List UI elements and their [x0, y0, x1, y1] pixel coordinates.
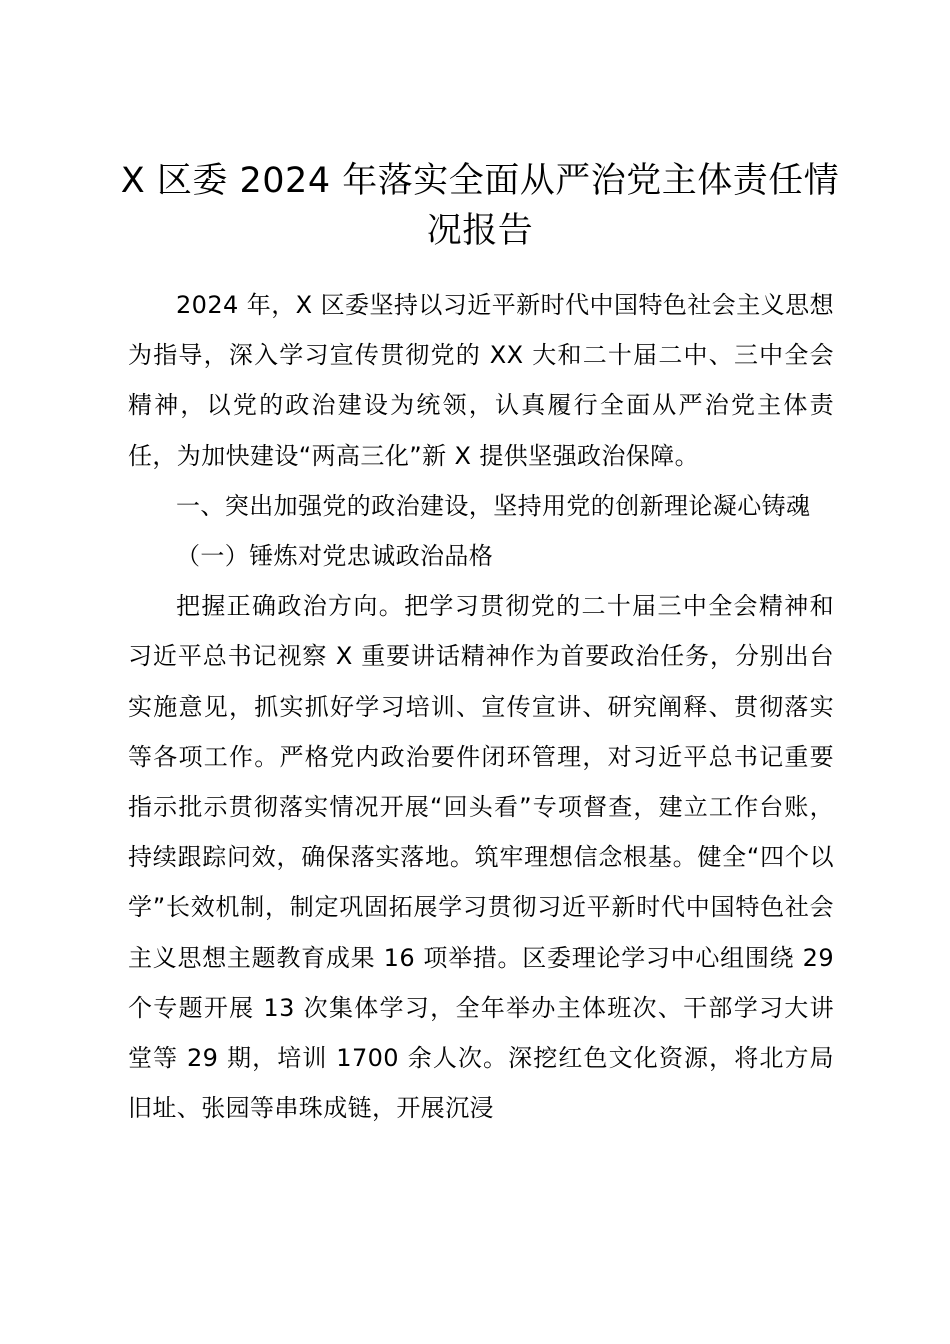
subsection-heading: （一）锤炼对党忠诚政治品格: [176, 542, 494, 571]
document-title: X 区委 2024 年落实全面从严治党主体责任情况报告: [120, 161, 840, 251]
document-body: [128, 280, 834, 1133]
intro-paragraph: 2024 年，X 区委坚持以习近平新时代中国特色社会主义思想为指导，深入学习宣传贯彻党的 XX 大和二十届二中、三中全会精神，以党的政治建设为统领，认真履行全面从严治党主体责任，为加快建设“两高三化”新 X 提供坚强政治保障。: [128, 291, 834, 470]
section-heading: 一、突出加强党的政治建设，坚持用党的创新理论凝心铸魂: [176, 491, 811, 520]
body-paragraph: 把握正确政治方向。把学习贯彻党的二十届三中全会精神和习近平总书记视察 X 重要讲话精神作为首要政治任务，分别出台实施意见，抓实抓好学习培训、宣传宣讲、研究阐释、贯彻落实等各项工作。严格党内政治要件闭环管理，对习近平总书记重要指示批示贯彻落实情况开展“回头看”专项督查，建立工作台账，持续跟踪问效，确保落实落地。筑牢理想信念根基。健全“四个以学”长效机制，制定巩固拓展学习贯彻习近平新时代中国特色社会主义思想主题教育成果 16 项举措。区委理论学习中心组围绕 29 个专题开展 13 次集体学习，全年举办主体班次、干部学习大讲堂等 29 期，培训 1700 余人次。深挖红色文化资源，将北方局旧址、张园等串珠成链，开展沉浸: [128, 592, 834, 1123]
